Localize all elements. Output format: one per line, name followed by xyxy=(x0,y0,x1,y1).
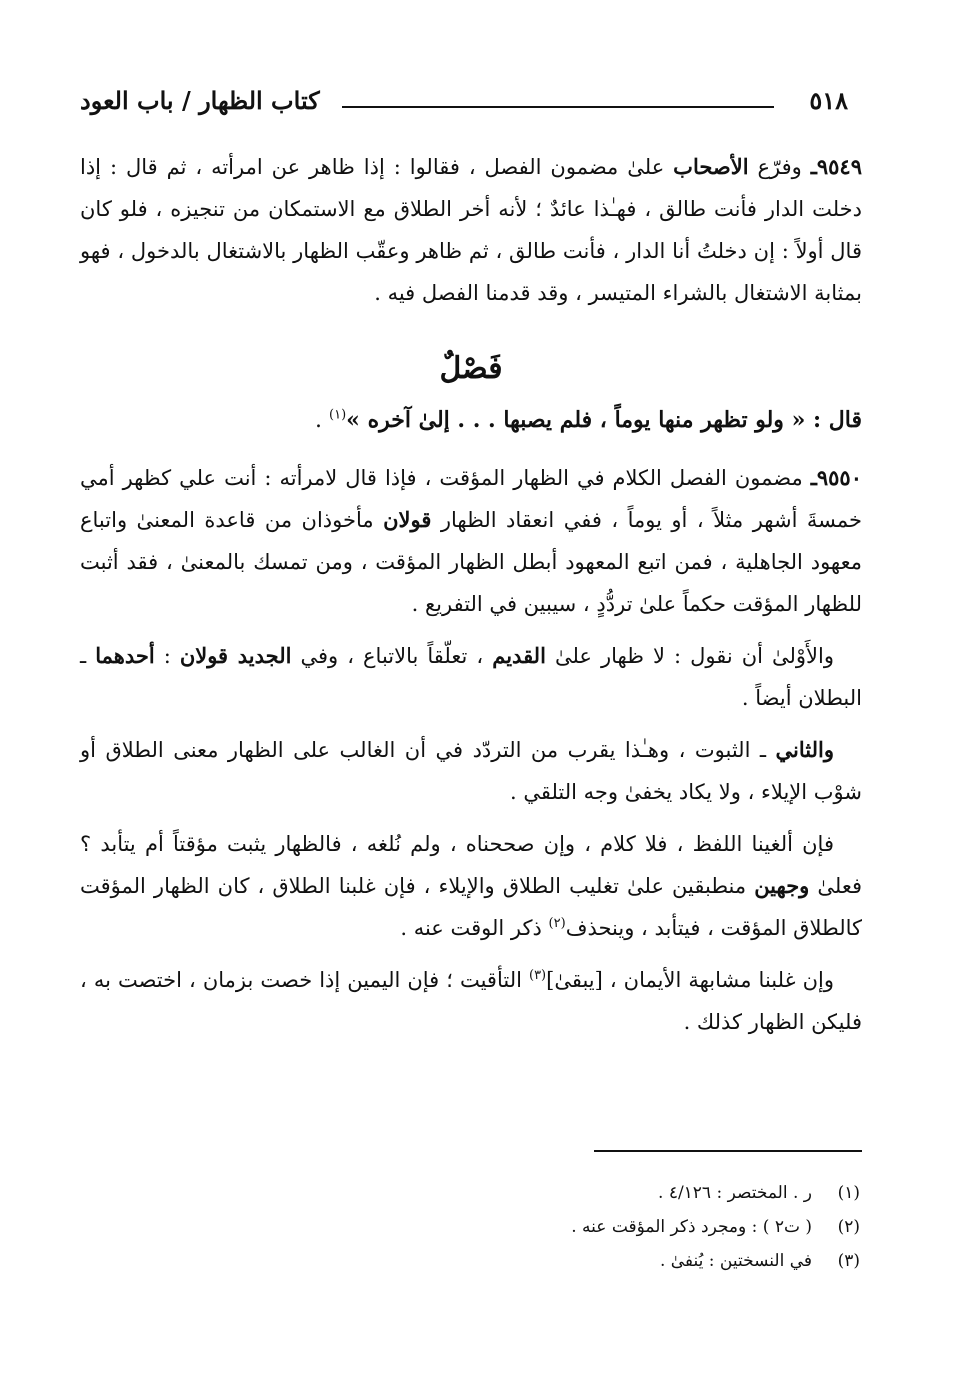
paragraph-text: ـ الثبوت ، وهـٰذا يقرب من التردّد في أن الغالب على الظهار معنى الطلاق أو شوْب الإيلاء ، ولا يكاد يخفىٰ وجه التلقي . xyxy=(80,738,862,804)
paragraph-text: ، تعلّقاً بالاتباع ، وفي xyxy=(291,644,493,668)
footnote-marker: (١) xyxy=(837,1183,860,1203)
quoted-text: « ولو تظهر منها يوماً ، فلم يصبها . . . إلىٰ آخره » xyxy=(346,407,814,433)
paragraph-text: منطبقين علىٰ تغليب الطلاق والإيلاء ، فإن غلبنا الطلاق ، كان الظهار المؤقت كالطلاق المؤقت ، فيتأبد ، وينحذف xyxy=(80,874,862,940)
page-header xyxy=(80,84,864,124)
bold-term: وجهين xyxy=(754,873,810,898)
bold-term: أحدهما xyxy=(95,643,155,668)
footnote-2 xyxy=(160,1210,860,1244)
paragraph-text: فإن ألغينا اللفظ ، فلا كلام ، وإن صححناه ، ولم نُلغه ، فالظهار يثبت مؤقتاً أم يتأبد ؟ فعلىٰ xyxy=(80,832,862,898)
paragraph-number: ٩٥٥٠ـ xyxy=(810,465,862,490)
header-rule xyxy=(342,106,774,108)
footnotes xyxy=(160,1176,860,1278)
section-title-ornament: فَصْلٌ xyxy=(439,351,503,386)
paragraph-number: ٩٥٤٩ـ xyxy=(810,154,862,179)
paragraph-text: وإن غلبنا مشابهة الأيمان ، [يبقىٰ] xyxy=(546,968,834,992)
footnote-3 xyxy=(160,1244,860,1278)
footnote-marker: (٣) xyxy=(837,1251,860,1271)
paragraph-text: والأَوْلىٰ أن نقول : لا ظهار علىٰ xyxy=(545,644,834,668)
paragraph-text: : xyxy=(154,644,180,668)
bold-term: قولان xyxy=(383,507,432,532)
footnote-ref[interactable]: (٣) xyxy=(528,968,547,983)
bold-term: الجديد قولان xyxy=(179,643,292,668)
paragraph-alghayna xyxy=(80,823,862,949)
bold-term: الأصحاب xyxy=(673,154,749,179)
paragraph-text: ـ البطلان أيضاً . xyxy=(80,644,862,710)
footnote-text: في النسختين : يُنفىٰ . xyxy=(659,1251,812,1271)
paragraph-ghalabna xyxy=(80,959,862,1043)
footnote-separator xyxy=(594,1150,862,1152)
paragraph-text: مضمون الفصل الكلام في الظهار المؤقت ، فإذا قال لامرأته : أنت علي كظهر أمي خمسةَ أشهر مثلاً ، أو يوماً ، ففي انعقاد الظهار xyxy=(80,466,862,532)
page-number: ٥١٨ xyxy=(809,86,848,115)
qala-label: قال : xyxy=(813,407,862,433)
quoted-statement xyxy=(80,398,862,443)
bold-term: والثاني xyxy=(775,737,834,762)
quote-end: . xyxy=(315,408,330,433)
footnote-ref[interactable]: (١) xyxy=(329,407,347,423)
paragraph-text: مأخوذان من قاعدة المعنىٰ واتباع معهود الجاهلية ، فمن اتبع المعهود أبطل الظهار المؤقت ، ومن تمسك بالمعنىٰ ، فقد أثبت للظهار المؤقت حكماً علىٰ تردُّدٍ ، سيبين في التفريع . xyxy=(80,508,862,616)
paragraph-text: علىٰ مضمون الفصل ، فقالوا : إذا ظاهر عن امرأته ، ثم قال : إذا دخلت الدار فأنت طالق ، فهـٰذا عائدٌ ؛ لأنه أخر الطلاق مع الاستمكان من تنجيزه ، فلو كان قال أولاً : إن دخلتُ أنا الدار ، فأنت طالق ، ثم ظاهر وعقّب الظهار بالاشتغال بالدخول ، فهو بمثابة الاشتغال بالشراء المتيسر ، وقد قدمنا الفصل فيه . xyxy=(80,155,862,305)
bold-term: القديم xyxy=(492,643,546,668)
footnote-marker: (٢) xyxy=(837,1217,860,1237)
main-text xyxy=(80,146,862,1053)
paragraph-awla xyxy=(80,635,862,719)
paragraph-text: ذكر الوقت عنه . xyxy=(400,916,549,940)
paragraph-thani xyxy=(80,729,862,813)
paragraph-text: التأقيت ؛ فإن اليمين إذا خصت بزمان ، اختصت به ، فليكن الظهار كذلك . xyxy=(80,968,862,1034)
footnote-text: ر . المختصر : ٤/١٢٦ . xyxy=(658,1183,812,1203)
paragraph-9549 xyxy=(80,146,862,314)
running-title: كتاب الظهار / باب العود xyxy=(80,86,320,115)
paragraph-text: وفرّع xyxy=(748,155,811,179)
footnote-ref[interactable]: (٢) xyxy=(548,916,566,931)
footnote-text: ( ت٢ ) : ومجرد ذكر المؤقت عنه . xyxy=(571,1217,812,1237)
paragraph-9550 xyxy=(80,457,862,625)
footnote-1 xyxy=(160,1176,860,1210)
